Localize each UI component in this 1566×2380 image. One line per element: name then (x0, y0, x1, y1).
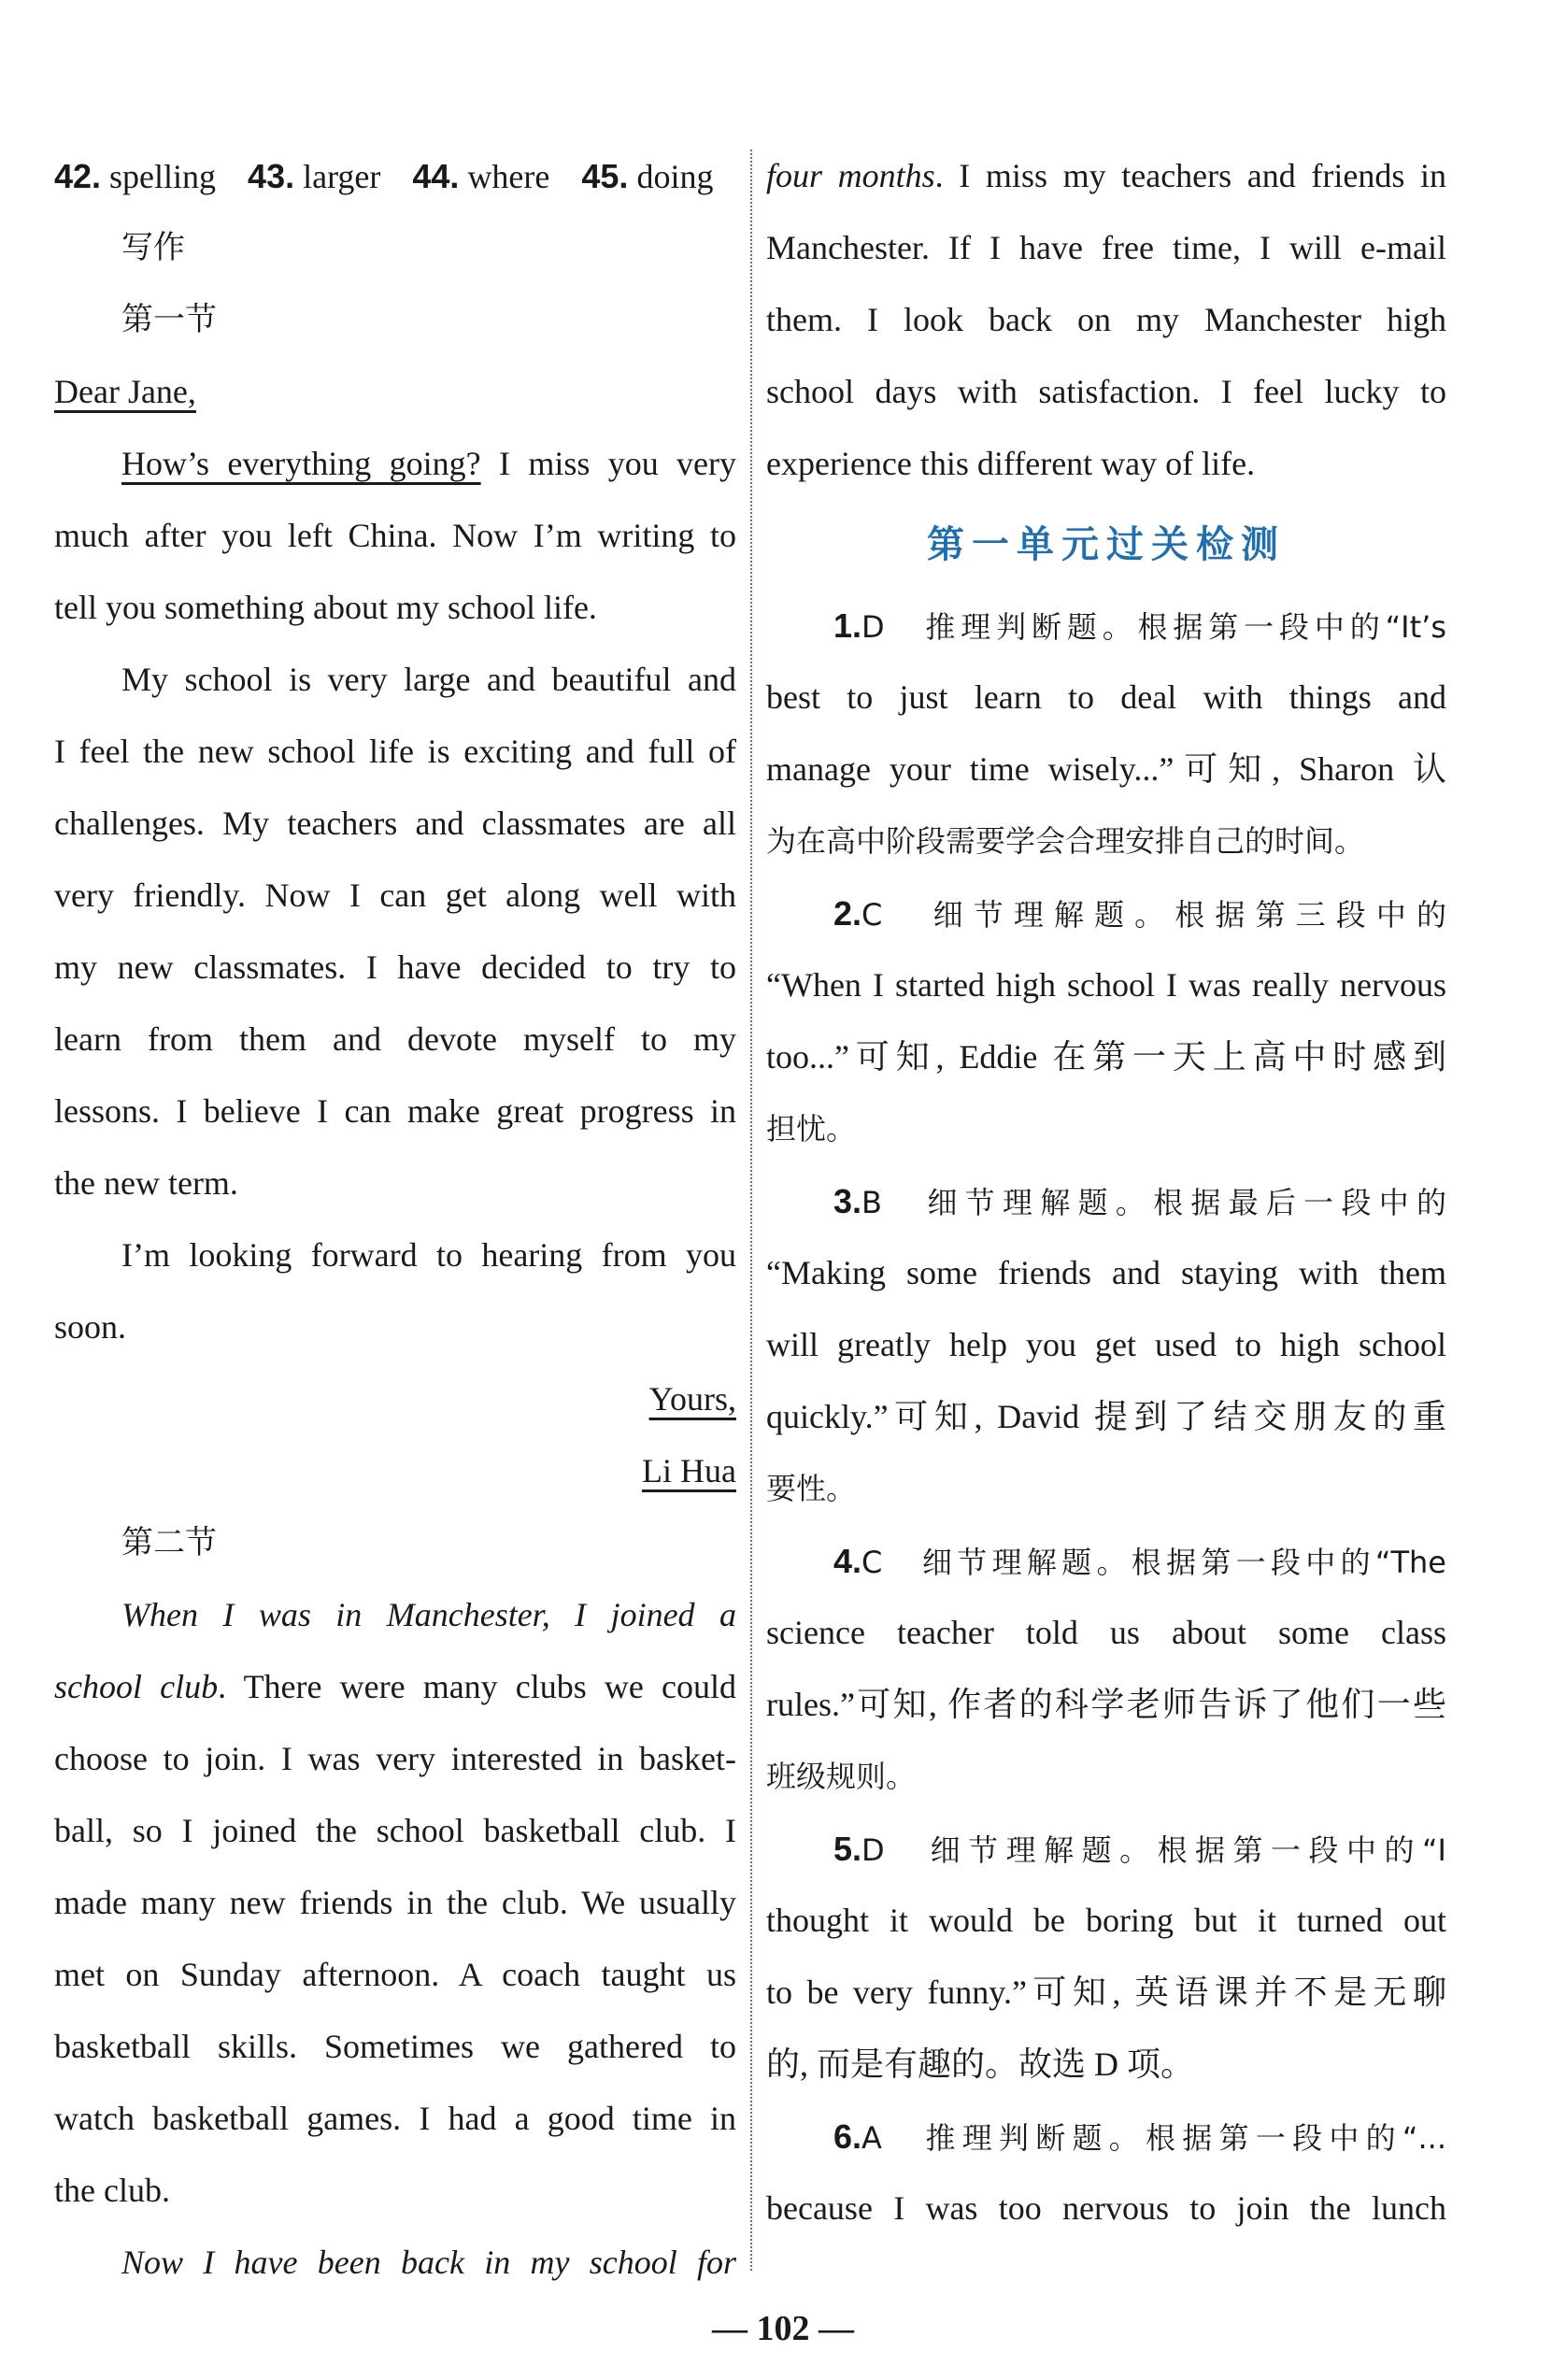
passage-line: watch basketball games. I had a good time in (54, 2100, 736, 2137)
passage-line: experience this different way of life. (766, 445, 1256, 482)
letter-line: My school is very large and beautiful and (121, 661, 736, 698)
item-2-line: “When I started high school I was really nervous (766, 966, 1446, 1004)
passage-line: school club. There were many clubs we could (54, 1668, 736, 1705)
letter-line: the new term. (54, 1164, 238, 1202)
letter-line: much after you left China. Now I’m writing to (54, 517, 736, 554)
item-3-line: quickly.”可知, David 提到了结交朋友的重 (766, 1398, 1446, 1435)
passage-line: choose to join. I was very interested in basket- (54, 1740, 736, 1777)
item-6-line: 6.A 推理判断题。根据第一段中的“... (833, 2117, 1446, 2156)
passage-line: ball, so I joined the school basketball club. I (54, 1812, 736, 1849)
letter-closing: Yours, (648, 1380, 736, 1418)
passage-line: school days with satisfaction. I feel lucky to (766, 373, 1446, 410)
passage-line: made many new friends in the club. We usually (54, 1884, 736, 1921)
item-1-line: 1.D 推理判断题。根据第一段中的“It’s (833, 606, 1446, 645)
item-3-line: “Making some friends and staying with them (766, 1254, 1446, 1291)
letter-line: challenges. My teachers and classmates are all (54, 805, 736, 842)
letter-line: my new classmates. I have decided to try to (54, 948, 736, 986)
opening-phrase: How’s everything going? (121, 445, 481, 482)
item-3-line: 要性。 (766, 1471, 857, 1506)
answer-44: 44. where (412, 157, 550, 195)
passage-line: them. I look back on my Manchester high (766, 301, 1446, 338)
item-4-line: science teacher told us about some class (766, 1614, 1446, 1651)
section-title: 第一单元过关检测 (927, 523, 1286, 566)
heading-section-1: 第一节 (121, 301, 217, 338)
letter-line: very friendly. Now I can get along well with (54, 876, 736, 914)
letter-salutation: Dear Jane, (54, 373, 196, 410)
item-3-line: will greatly help you get used to high school (766, 1326, 1446, 1363)
passage-line: the club. (54, 2172, 170, 2209)
column-divider (750, 150, 752, 2271)
passage-line: four months. I miss my teachers and friends in (766, 157, 1446, 194)
item-1-line: 为在高中阶段需要学会合理安排自己的时间。 (766, 823, 1365, 859)
heading-section-2: 第二节 (121, 1524, 217, 1561)
letter-opening-line: How’s everything going? I miss you very (121, 445, 736, 482)
item-5-line: 的, 而是有趣的。故选 D 项。 (766, 2045, 1194, 2083)
letter-line: soon. (54, 1308, 127, 1346)
item-4-line: rules.”可知, 作者的科学老师告诉了他们一些 (766, 1686, 1446, 1723)
passage-line: Manchester. If I have free time, I will e-mail (766, 229, 1446, 266)
item-5-line: to be very funny.”可知, 英语课并不是无聊 (766, 1974, 1446, 2011)
passage-line: Now I have been back in my school for (121, 2244, 736, 2281)
item-2-line: 担忧。 (766, 1111, 857, 1147)
letter-line: tell you something about my school life. (54, 589, 597, 626)
letter-line: learn from them and devote myself to my (54, 1020, 736, 1058)
letter-line: I’m looking forward to hearing from you (121, 1236, 736, 1274)
item-2-line: 2.C 细节理解题。根据第三段中的 (833, 894, 1446, 933)
passage-line: When I was in Manchester, I joined a (121, 1596, 736, 1633)
answer-row (54, 140, 736, 212)
answer-42: 42. spelling (54, 157, 217, 195)
item-5-line: thought it would be boring but it turned out (766, 1902, 1446, 1939)
answer-43: 43. larger (248, 157, 381, 195)
item-5-line: 5.D 细节理解题。根据第一段中的“I (833, 1830, 1446, 1868)
item-1-line: manage your time wisely...”可知, Sharon 认 (766, 750, 1446, 788)
item-2-line: too...”可知, Eddie 在第一天上高中时感到 (766, 1038, 1446, 1076)
item-4-line: 4.C 细节理解题。根据第一段中的“The (833, 1542, 1446, 1580)
left-column (54, 140, 736, 2299)
item-4-line: 班级规则。 (766, 1759, 917, 1794)
heading-writing: 写作 (121, 229, 185, 266)
letter-line: lessons. I believe I can make great progress in (54, 1092, 736, 1130)
item-3-line: 3.B 细节理解题。根据最后一段中的 (833, 1182, 1446, 1220)
passage-line: met on Sunday afternoon. A coach taught us (54, 1956, 736, 1993)
right-column (766, 140, 1446, 2245)
item-6-line: because I was too nervous to join the lunch (766, 2189, 1446, 2227)
answer-45: 45. doing (581, 157, 714, 195)
page-number: — 102 — (712, 2309, 854, 2348)
letter-line: I feel the new school life is exciting and full of (54, 733, 736, 770)
letter-signature: Li Hua (642, 1452, 736, 1489)
passage-line: basketball skills. Sometimes we gathered to (54, 2028, 736, 2065)
item-1-line: best to just learn to deal with things and (766, 678, 1446, 716)
